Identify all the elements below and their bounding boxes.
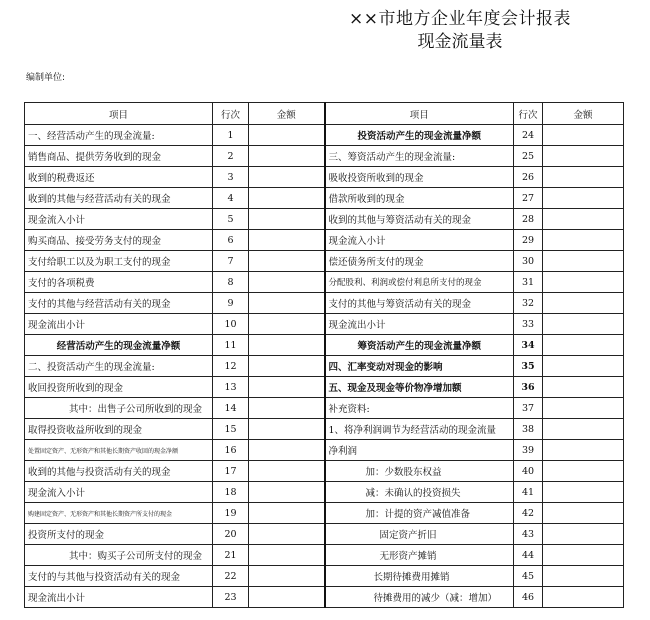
left-amount-cell[interactable] [249, 230, 325, 251]
left-amount-cell[interactable] [249, 461, 325, 482]
left-amount-cell[interactable] [249, 272, 325, 293]
left-item: 购买商品、接受劳务支付的现金 [25, 230, 213, 251]
column-header-item: 项目 [325, 103, 514, 125]
left-line-no: 8 [213, 272, 249, 293]
left-amount-cell[interactable] [249, 167, 325, 188]
left-line-no: 2 [213, 146, 249, 167]
left-line-no: 12 [213, 356, 249, 377]
right-amount-cell[interactable] [543, 146, 624, 167]
left-item: 现金流出小计 [25, 314, 213, 335]
right-amount-cell[interactable] [543, 356, 624, 377]
table-row [25, 230, 624, 251]
left-item: 处置固定资产、无形资产和其他长期资产收回的现金净额 [25, 440, 213, 461]
right-amount-cell[interactable] [543, 272, 624, 293]
left-item: 收到的其他与经营活动有关的现金 [25, 188, 213, 209]
right-item: 投资活动产生的现金流量净额 [325, 125, 514, 146]
right-line-no: 45 [514, 566, 543, 587]
table-row [25, 398, 624, 419]
right-amount-cell[interactable] [543, 230, 624, 251]
left-amount-cell[interactable] [249, 188, 325, 209]
table-row [25, 419, 624, 440]
right-item: 净利润 [325, 440, 514, 461]
left-item: 一、经营活动产生的现金流量: [25, 125, 213, 146]
right-item: 五、现金及现金等价物净增加额 [325, 377, 514, 398]
right-line-no: 43 [514, 524, 543, 545]
table-row [25, 209, 624, 230]
right-item: 加：少数股东权益 [325, 461, 514, 482]
table-row [25, 335, 624, 356]
left-item: 支付的与其他与投资活动有关的现金 [25, 566, 213, 587]
left-amount-cell[interactable] [249, 524, 325, 545]
left-item: 现金流入小计 [25, 482, 213, 503]
left-amount-cell[interactable] [249, 251, 325, 272]
right-item: 现金流入小计 [325, 230, 514, 251]
right-item: 待摊费用的减少（减：增加） [325, 587, 514, 608]
right-line-no: 26 [514, 167, 543, 188]
left-item: 现金流入小计 [25, 209, 213, 230]
column-header-line-no: 行次 [213, 103, 249, 125]
table-row [25, 356, 624, 377]
right-item: 支付的其他与筹资活动有关的现金 [325, 293, 514, 314]
right-line-no: 40 [514, 461, 543, 482]
right-item: 分配股利、利润或偿付利息所支付的现金 [325, 272, 514, 293]
left-item: 其中：购买子公司所支付的现金 [25, 545, 213, 566]
right-amount-cell[interactable] [543, 188, 624, 209]
left-line-no: 14 [213, 398, 249, 419]
right-item: 四、汇率变动对现金的影响 [325, 356, 514, 377]
column-header-amount: 金额 [543, 103, 624, 125]
right-line-no: 27 [514, 188, 543, 209]
right-line-no: 31 [514, 272, 543, 293]
right-line-no: 33 [514, 314, 543, 335]
table-header-row [25, 103, 624, 125]
table-row [25, 566, 624, 587]
table-row [25, 167, 624, 188]
left-line-no: 1 [213, 125, 249, 146]
right-item: 吸收投资所收到的现金 [325, 167, 514, 188]
left-amount-cell[interactable] [249, 419, 325, 440]
right-line-no: 46 [514, 587, 543, 608]
table-row [25, 524, 624, 545]
right-amount-cell[interactable] [543, 587, 624, 608]
left-amount-cell[interactable] [249, 209, 325, 230]
table-row [25, 377, 624, 398]
left-amount-cell[interactable] [249, 125, 325, 146]
left-item: 支付的其他与经营活动有关的现金 [25, 293, 213, 314]
left-item: 销售商品、提供劳务收到的现金 [25, 146, 213, 167]
right-item: 长期待摊费用摊销 [325, 566, 514, 587]
left-amount-cell[interactable] [249, 293, 325, 314]
unit-label: 编制单位: [26, 73, 66, 83]
left-line-no: 13 [213, 377, 249, 398]
left-amount-cell[interactable] [249, 482, 325, 503]
right-item: 现金流出小计 [325, 314, 514, 335]
table-row [25, 293, 624, 314]
left-item: 收到的其他与投资活动有关的现金 [25, 461, 213, 482]
right-amount-cell[interactable] [543, 503, 624, 524]
left-amount-cell[interactable] [249, 503, 325, 524]
right-line-no: 32 [514, 293, 543, 314]
left-line-no: 3 [213, 167, 249, 188]
left-line-no: 17 [213, 461, 249, 482]
left-item: 现金流出小计 [25, 587, 213, 608]
left-line-no: 18 [213, 482, 249, 503]
right-line-no: 34 [514, 335, 543, 356]
left-item: 二、投资活动产生的现金流量: [25, 356, 213, 377]
right-line-no: 44 [514, 545, 543, 566]
table-row [25, 188, 624, 209]
left-line-no: 11 [213, 335, 249, 356]
right-line-no: 39 [514, 440, 543, 461]
right-line-no: 35 [514, 356, 543, 377]
right-amount-cell[interactable] [543, 482, 624, 503]
left-amount-cell[interactable] [249, 377, 325, 398]
left-line-no: 19 [213, 503, 249, 524]
column-header-line-no: 行次 [514, 103, 543, 125]
right-item: 无形资产摊销 [325, 545, 514, 566]
right-item: 固定资产折旧 [325, 524, 514, 545]
left-amount-cell[interactable] [249, 398, 325, 419]
left-item: 其中：出售子公司所收到的现金 [25, 398, 213, 419]
left-item: 收到的税费返还 [25, 167, 213, 188]
left-line-no: 20 [213, 524, 249, 545]
right-line-no: 41 [514, 482, 543, 503]
left-item: 支付的各项税费 [25, 272, 213, 293]
right-item: 补充资料: [325, 398, 514, 419]
right-amount-cell[interactable] [543, 209, 624, 230]
right-item: 三、筹资活动产生的现金流量: [325, 146, 514, 167]
table-row [25, 461, 624, 482]
right-amount-cell[interactable] [543, 293, 624, 314]
table-row [25, 545, 624, 566]
table-row [25, 440, 624, 461]
left-amount-cell[interactable] [249, 545, 325, 566]
table-row [25, 251, 624, 272]
left-item: 支付给职工以及为职工支付的现金 [25, 251, 213, 272]
right-item: 借款所收到的现金 [325, 188, 514, 209]
left-line-no: 10 [213, 314, 249, 335]
right-item: 1、将净利润调节为经营活动的现金流量 [325, 419, 514, 440]
left-line-no: 21 [213, 545, 249, 566]
left-item: 取得投资收益所收到的现金 [25, 419, 213, 440]
table-row [25, 314, 624, 335]
right-line-no: 30 [514, 251, 543, 272]
right-item: 加：计提的资产减值准备 [325, 503, 514, 524]
left-amount-cell[interactable] [249, 314, 325, 335]
left-line-no: 23 [213, 587, 249, 608]
table-row [25, 125, 624, 146]
left-item: 收回投资所收到的现金 [25, 377, 213, 398]
left-line-no: 7 [213, 251, 249, 272]
report-title: ××市地方企业年度会计报表 [349, 9, 571, 29]
table-row [25, 146, 624, 167]
right-amount-cell[interactable] [543, 335, 624, 356]
report-subtitle: 现金流量表 [417, 32, 503, 52]
column-header-amount: 金额 [249, 103, 325, 125]
column-header-item: 项目 [25, 103, 213, 125]
right-line-no: 25 [514, 146, 543, 167]
right-amount-cell[interactable] [543, 461, 624, 482]
right-line-no: 38 [514, 419, 543, 440]
left-line-no: 5 [213, 209, 249, 230]
left-amount-cell[interactable] [249, 566, 325, 587]
left-line-no: 4 [213, 188, 249, 209]
left-amount-cell[interactable] [249, 146, 325, 167]
table-row [25, 272, 624, 293]
right-item: 收到的其他与筹资活动有关的现金 [325, 209, 514, 230]
left-line-no: 15 [213, 419, 249, 440]
table-row [25, 482, 624, 503]
right-line-no: 28 [514, 209, 543, 230]
right-amount-cell[interactable] [543, 377, 624, 398]
right-line-no: 36 [514, 377, 543, 398]
right-amount-cell[interactable] [543, 566, 624, 587]
left-line-no: 6 [213, 230, 249, 251]
left-line-no: 9 [213, 293, 249, 314]
right-item: 筹资活动产生的现金流量净额 [325, 335, 514, 356]
report-title-block [290, 8, 630, 53]
right-amount-cell[interactable] [543, 167, 624, 188]
right-item: 偿还债务所支付的现金 [325, 251, 514, 272]
left-item: 购建固定资产、无形资产和其他长期资产所支付的现金 [25, 503, 213, 524]
right-amount-cell[interactable] [543, 545, 624, 566]
right-amount-cell[interactable] [543, 251, 624, 272]
right-amount-cell[interactable] [543, 524, 624, 545]
left-amount-cell[interactable] [249, 440, 325, 461]
right-line-no: 37 [514, 398, 543, 419]
left-item: 经营活动产生的现金流量净额 [25, 335, 213, 356]
right-line-no: 24 [514, 125, 543, 146]
left-amount-cell[interactable] [249, 356, 325, 377]
table-row [25, 503, 624, 524]
right-line-no: 29 [514, 230, 543, 251]
right-amount-cell[interactable] [543, 125, 624, 146]
cash-flow-table [24, 102, 624, 608]
right-amount-cell[interactable] [543, 419, 624, 440]
left-line-no: 22 [213, 566, 249, 587]
right-line-no: 42 [514, 503, 543, 524]
right-amount-cell[interactable] [543, 314, 624, 335]
left-item: 投资所支付的现金 [25, 524, 213, 545]
right-item: 减：未确认的投资损失 [325, 482, 514, 503]
left-amount-cell[interactable] [249, 335, 325, 356]
right-amount-cell[interactable] [543, 398, 624, 419]
left-line-no: 16 [213, 440, 249, 461]
table-row [25, 587, 624, 608]
right-amount-cell[interactable] [543, 440, 624, 461]
left-amount-cell[interactable] [249, 587, 325, 608]
